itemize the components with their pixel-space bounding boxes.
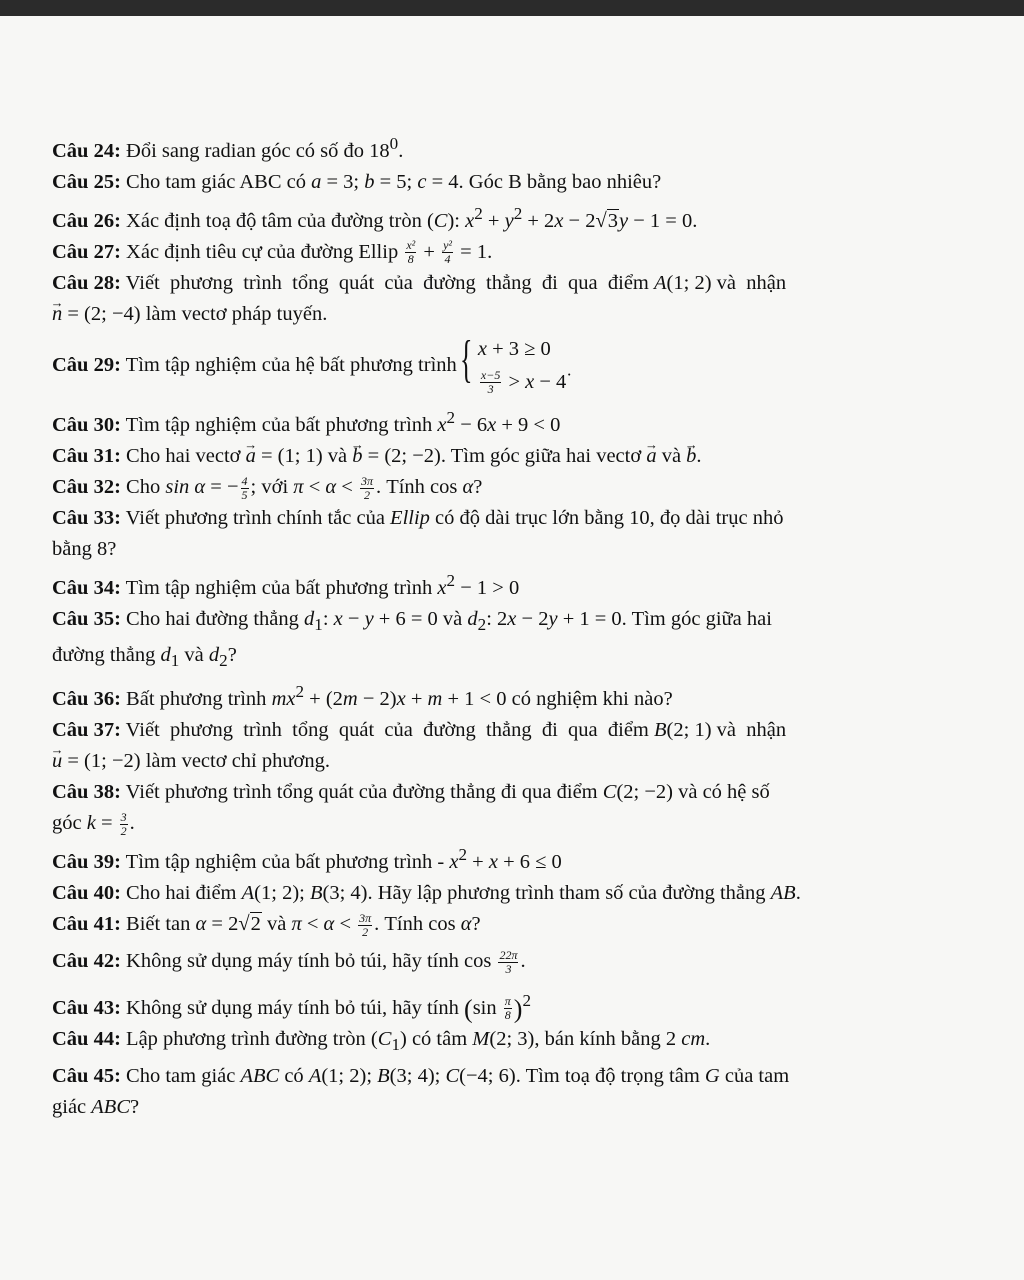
question-label: Câu 41: bbox=[52, 912, 121, 935]
question-30: Câu 30: Tìm tập nghiệm của bất phương trình $x^2 - 6x + 9 < 0$ bbox=[52, 408, 561, 437]
question-label: Câu 33: bbox=[52, 507, 121, 530]
question-list bbox=[52, 128, 1010, 1123]
question-33: Câu 33: Viết phương trình chính tắc của Ellip có độ dài trục lớn bằng 10, đọ dài trục nhỏ bằng 8? bbox=[52, 507, 784, 561]
question-34: Câu 34: Tìm tập nghiệm của bất phương trình $x^2 - 1 > 0$ bbox=[52, 571, 520, 599]
question-24: Câu 24: Đổi sang radian góc có số đo $18^0$. bbox=[52, 134, 404, 162]
question-41: Câu 41: Biết tan α = 2√2 và π < α < $\frac{3\pi}{2}$ . Tính cos α? bbox=[52, 910, 481, 939]
question-label: Câu 39: bbox=[52, 850, 121, 873]
question-43: Câu 43: Không sử dụng máy tính bỏ túi, hãy tính (sin $\frac{\pi}{8}$ )$^2$ bbox=[52, 990, 531, 1024]
question-label: Câu 28: bbox=[52, 271, 121, 294]
question-label: Câu 42: bbox=[52, 949, 121, 972]
question-label: Câu 32: bbox=[52, 476, 121, 499]
question-label: Câu 38: bbox=[52, 780, 121, 803]
question-label: Câu 40: bbox=[52, 881, 121, 904]
question-label: Câu 44: bbox=[52, 1028, 121, 1051]
question-45: Câu 45: Cho tam giác ABC có A(1; 2); B(3; 4); C(−4; 6). Tìm toạ độ trọng tâm G của tam giác ABC? bbox=[52, 1064, 790, 1118]
question-38: Câu 38: Viết phương trình tổng quát của đường thẳng đi qua điểm C(2; −2) và có hệ số góc k = $\frac{3}{2}$ . bbox=[52, 780, 770, 838]
question-28: Câu 28: Viết phương trình tổng quát của đường thẳng đi qua điểm A(1; 2) và nhận → n = (2; −4) làm vectơ pháp tuyến. bbox=[52, 268, 1010, 330]
question-label: Câu 26: bbox=[52, 209, 121, 232]
question-label: Câu 27: bbox=[52, 240, 121, 263]
question-label: Câu 30: bbox=[52, 414, 121, 437]
question-label: Câu 24: bbox=[52, 139, 121, 162]
question-39: Câu 39: Tìm tập nghiệm của bất phương trình - $x^2 + x + 6 \le 0$ bbox=[52, 844, 562, 873]
question-label: Câu 43: bbox=[52, 996, 121, 1019]
question-29: Câu 29: Tìm tập nghiệm của hệ bất phương trình { x + 3 ≥ 0 $\frac{x-5}{3}$ > x − 4· bbox=[52, 330, 572, 397]
question-label: Câu 31: bbox=[52, 445, 121, 468]
question-27: Câu 27: Xác định tiêu cự của đường Ellip $\frac{\text{x²}}{8}$ + $\frac{\text{y²}}{4}$ = 1. bbox=[52, 238, 493, 267]
question-32: Câu 32: Cho sin α = − $\frac{4}{5}$ ; với π < α < $\frac{3\pi}{2}$ . Tính cos α? bbox=[52, 473, 483, 502]
question-25: Câu 25: Cho tam giác ABC có a = 3; b = 5; c = 4. Góc B bằng bao nhiêu? bbox=[52, 170, 662, 193]
question-40: Câu 40: Cho hai điểm A(1; 2); B(3; 4). Hãy lập phương trình tham số của đường thẳng AB. bbox=[52, 881, 801, 904]
question-37: Câu 37: Viết phương trình tổng quát của đường thẳng đi qua điểm B(2; 1) và nhận → u = (1; −2) làm vectơ chỉ phương. bbox=[52, 715, 1010, 777]
inequality-system: { x + 3 ≥ 0 $\frac{x-5}{3}$ > x − 4· bbox=[459, 330, 572, 397]
question-36: Câu 36: Bất phương trình $mx^2 + (2m - 2)x + m + 1 < 0$ có nghiệm khi nào? bbox=[52, 682, 673, 710]
question-label: Câu 37: bbox=[52, 718, 121, 741]
question-label: Câu 36: bbox=[52, 687, 121, 710]
question-42: Câu 42: Không sử dụng máy tính bỏ túi, hãy tính cos $\frac{22\pi}{3}$ . bbox=[52, 947, 526, 976]
question-label: Câu 25: bbox=[52, 170, 121, 193]
question-31: Câu 31: Cho hai vectơ → a = (1; 1) và → b = (2; −2). Tìm góc giữa hai vectơ → a và → b. bbox=[52, 441, 1010, 472]
question-label: Câu 45: bbox=[52, 1064, 121, 1087]
question-label: Câu 29: bbox=[52, 353, 121, 376]
question-44: Câu 44: Lập phương trình đường tròn $(C_1)$ có tâm M(2; 3), bán kính bằng 2 cm. bbox=[52, 1028, 711, 1055]
question-26: Câu 26: Xác định toạ độ tâm của đường tròn (C): $x^2 + y^2 + 2x - 2√3y - 1 = 0$. bbox=[52, 203, 698, 232]
question-label: Câu 35: bbox=[52, 607, 121, 630]
question-35: Câu 35: Cho hai đường thẳng $d_1$: x − y + 6 = 0 và $d_2$: 2x − 2y + 1 = 0. Tìm góc giữa hai đường thẳng $d_1$ và $d_2$? bbox=[52, 607, 772, 671]
question-label: Câu 34: bbox=[52, 576, 121, 599]
top-bar bbox=[0, 0, 1024, 16]
